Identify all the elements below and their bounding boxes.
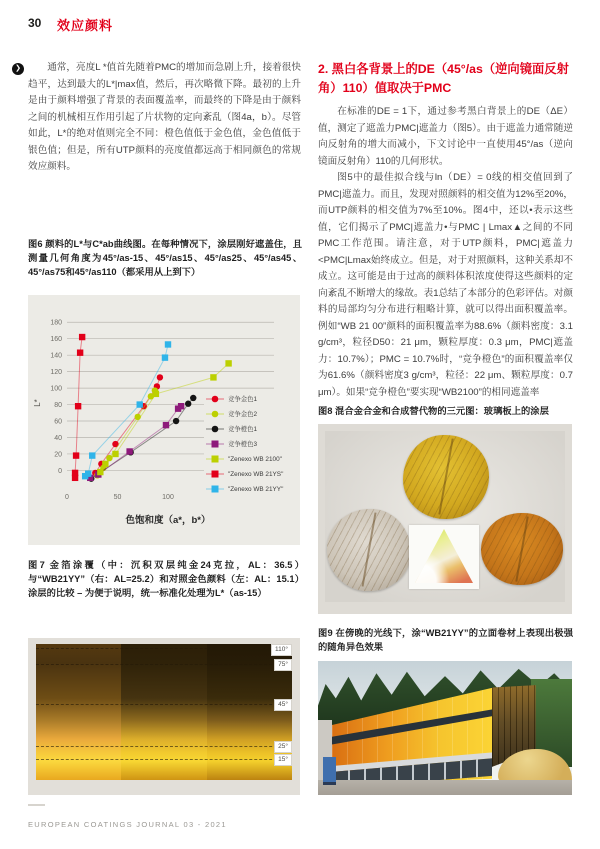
- section-title: 效应颜料: [57, 18, 114, 33]
- svg-text:"Zenexo WB 21YY": "Zenexo WB 21YY": [228, 486, 284, 494]
- section2-paragraph-1: 在标准的DE = 1下，通过参考黑白背景上的DE（ΔE）值，测定了遮盖力PMC|遮盖力（图5）。由于遮盖力通常随逆向反射角的增大而减小，下文讨论中一直使用45°/as（逆向镜面反射角）110的几何形状。: [318, 106, 573, 167]
- angle-line-110: [36, 648, 292, 649]
- journal-footer: EUROPEAN COATINGS JOURNAL 03 - 2021: [28, 820, 227, 829]
- section2-heading: 2. 黑白各背景上的DE（45°/as（逆向镜面反射角）110）值取决于PMC: [318, 62, 569, 95]
- fig8-caption: 图8 混合金合金和合成替代物的三元图：玻璃板上的涂层: [318, 406, 549, 416]
- fig6-chart: [28, 295, 300, 545]
- angle-line-15: [36, 759, 292, 760]
- svg-text:20: 20: [54, 451, 62, 459]
- forklift: [323, 757, 336, 784]
- svg-text:0: 0: [58, 467, 62, 475]
- svg-text:L*: L*: [33, 399, 42, 407]
- leaf-veins: [481, 513, 563, 585]
- svg-text:50: 50: [113, 494, 122, 501]
- svg-text:"Zenexo WB 2100": "Zenexo WB 2100": [228, 456, 282, 464]
- angle-label-75: 75°: [274, 659, 292, 671]
- svg-text:120: 120: [50, 369, 62, 377]
- gold-gradient-image: [36, 644, 292, 780]
- gold-leaf: [403, 435, 489, 519]
- angle-label-45: 45°: [274, 699, 292, 711]
- angle-label-25: 25°: [274, 741, 292, 753]
- leaves-photo: [325, 431, 565, 602]
- svg-text:160: 160: [50, 336, 62, 344]
- angle-line-25: [36, 746, 292, 747]
- fig6-chart-svg: [28, 295, 300, 545]
- fig7-caption: 图7 金箔涂覆（中：沉积双层纯金24克拉，AL：36.5）与“WB21YY”（右：AL=25.2）和对照金色颜料（左：AL：15.1）涂层的比较 – 为便于说明，统一标准化处理为L*（as-15）: [28, 560, 304, 598]
- svg-text:180: 180: [50, 319, 62, 327]
- svg-text:40: 40: [54, 434, 62, 442]
- svg-text:140: 140: [50, 352, 62, 360]
- footer-rule: [28, 804, 45, 806]
- svg-text:竞争金色1: 竞争金色1: [228, 396, 258, 404]
- svg-text:色饱和度（a*，b*）: 色饱和度（a*，b*）: [125, 515, 211, 526]
- copper-leaf: [481, 513, 563, 585]
- page-number: 30: [28, 16, 42, 30]
- fig8-image: [318, 424, 572, 614]
- section2-paragraph-2: 图5中的最佳拟合线与ln（DE）= 0线的相交值回到了PMC|遮盖力。而且，发现对照颜料的相交值为12%至20%，而UTP颜料的相交值为7%至10%。图4中，还以•表示这些值，它们揭示了PMC|遮盖力•与PMC | Lmax▲之间的不同PMC工作范围。请注意，对于UTP颜料，PMC|遮盖力 <PMC|Lmax始终成立。但是，对于对照颜料，这种关系却不成立。这可能是由于过高的颜料体积浓度使得这些颜料的定向紊乱不断增大的缘故。表1总结了本部分的色彩评估。对颜料的局部均匀分布进行粗略计算，就可以得出面积覆盖率。例如“WB 21 00”颜料的面积覆盖率为88.6%（颜料密度：3.1 g/cm³，粒径D50：21 μm，颗粒厚度：0.3 μm，PMC|遮盖力：10.7%）；PMC = 10.7%时，“竞争橙色”的面积覆盖率仅为61.6%（颜料密度3 g/cm³，粒径：22 μm、颗粒厚度：0.7 μm）。如果“竞争橙色”要实现“WB2100”的相同遮盖率: [318, 172, 573, 398]
- fig6-caption: 图6 颜料的L*与C*ab曲线图。在每种情况下，涂层刚好遮盖住，且测量几何角度为45°/as-15、45°/as15、45°/as25、45°/as45、45°/as75和45°/as110（都采用从上到下）: [28, 239, 302, 277]
- leaf-veins: [403, 435, 489, 519]
- continue-arrow-icon: ❯: [12, 63, 24, 75]
- ternary-diagram: [409, 525, 479, 589]
- svg-text:60: 60: [54, 418, 62, 426]
- fig9-caption: 图9 在傍晚的光线下，涂“WB21YY”的立面卷材上表现出极强的随角异色效果: [318, 628, 573, 652]
- angle-line-45: [36, 704, 292, 705]
- svg-text:0: 0: [65, 494, 69, 501]
- leaf-veins: [327, 509, 411, 591]
- svg-text:竞争橙色3: 竞争橙色3: [228, 441, 258, 449]
- svg-text:100: 100: [162, 494, 174, 501]
- svg-text:80: 80: [54, 401, 62, 409]
- ground: [318, 780, 572, 795]
- svg-text:"Zenexo WB 21YS": "Zenexo WB 21YS": [228, 471, 284, 479]
- ternary-highlight: [415, 529, 473, 583]
- svg-text:竞争金色2: 竞争金色2: [228, 411, 258, 419]
- fig9-image: [318, 661, 572, 795]
- angle-line-75: [36, 664, 292, 665]
- intro-paragraph: 通常，亮度L *值首先随着PMC的增加而急剧上升，接着很快趋平，达到最大的L*|max值，然后，再次略微下降。最初的上升是由于颜料增强了背景的表面覆盖率，而最终的下降是由于颜料之间的机械相互作用引起了片状物的定向紊乱（图4a，b）。尽管如此，L*的绝对值则完全不同：橙色值低于金色值，金色值低于银色值；但是，所有UTP颜料的亮度值都远高于相同颜色的常规效应颜料。: [28, 62, 301, 172]
- angle-label-110: 110°: [271, 644, 292, 656]
- svg-text:竞争橙色1: 竞争橙色1: [228, 426, 258, 434]
- fig7-image: [28, 638, 300, 795]
- angle-label-15: 15°: [274, 754, 292, 766]
- silver-leaf: [327, 509, 411, 591]
- svg-text:100: 100: [50, 385, 62, 393]
